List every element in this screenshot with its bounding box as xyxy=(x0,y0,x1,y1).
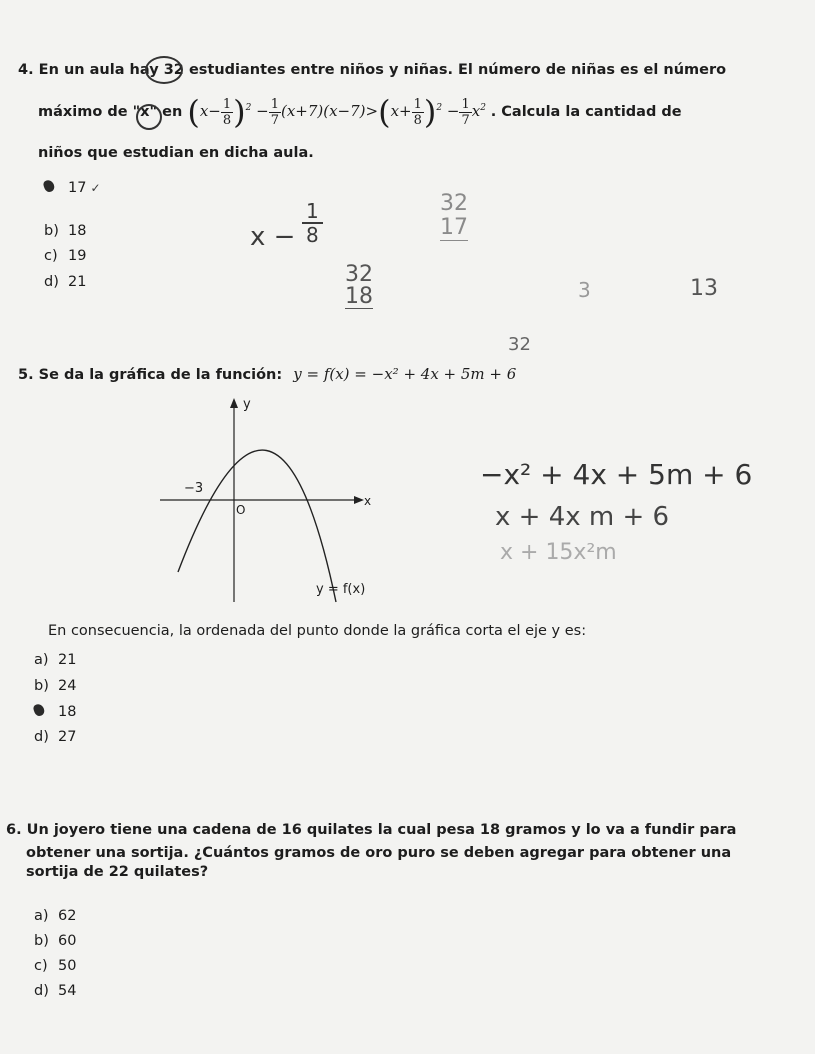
q5-option-a[interactable] xyxy=(34,651,76,669)
q6-option-b-value: 60 xyxy=(58,933,77,949)
graph-origin-label: O xyxy=(236,503,246,517)
q6-option-b[interactable] xyxy=(34,932,76,950)
q4-option-a-mark xyxy=(44,179,68,197)
q4-inequality: (x− $\frac{1}{8}$ )$^2$ − $\frac{1}{7}$ (x+7)(x−7)>(x+ $\frac{1}{8}$ )$^2$ − $\frac{1}{7}$ $x^2$ xyxy=(187,93,486,131)
q6-option-c-letter: c) xyxy=(34,958,48,974)
q5-option-a-letter: a) xyxy=(34,652,49,668)
q6-option-d[interactable] xyxy=(34,982,76,1000)
q5-option-c[interactable] xyxy=(34,703,76,721)
q4-line3: niños que estudian en dicha aula. xyxy=(38,145,314,161)
hand-poly1: −x² + 4x + 5m + 6 xyxy=(480,458,753,491)
graph-y-label: y xyxy=(243,397,251,412)
hand-one: 1 xyxy=(302,200,323,224)
graph-curve-label: y = f(x) xyxy=(316,582,366,597)
q5-option-c-value: 18 xyxy=(58,704,77,720)
circle-mark-x xyxy=(136,104,162,130)
hand-32-17 xyxy=(440,192,468,241)
q4-option-b[interactable] xyxy=(44,222,86,240)
q4-line2-pre: máximo de "x" en xyxy=(38,104,183,120)
hand-poly2: x + 4x m + 6 xyxy=(495,502,670,532)
circle-mark-32 xyxy=(145,56,183,84)
q5-option-d-value: 27 xyxy=(58,729,77,745)
q5-option-b-letter: b) xyxy=(34,678,49,694)
q5-option-c-mark xyxy=(34,703,58,721)
q6-option-b-letter: b) xyxy=(34,933,49,949)
q4-option-c-letter: c) xyxy=(44,248,58,264)
hand-x-minus: x − xyxy=(250,222,296,252)
hand-eight: 8 xyxy=(306,223,319,247)
q6-line2: obtener una sortija. ¿Cuántos gramos de oro puro se deben agregar para obtener una xyxy=(26,845,732,861)
q4-option-a-value: 17 xyxy=(68,180,87,196)
graph-minus3-label: −3 xyxy=(184,481,204,496)
y-axis-arrow-icon xyxy=(230,398,238,408)
hand-32c: 32 xyxy=(508,334,531,355)
q6-line3: sortija de 22 quilates? xyxy=(26,864,209,880)
hand-17: 17 xyxy=(440,215,468,240)
hand-32b: 32 xyxy=(345,262,373,287)
q6-option-c-value: 50 xyxy=(58,958,77,974)
q4-line1 xyxy=(18,60,798,80)
q4-number: 4. xyxy=(18,62,34,78)
q6-option-a[interactable] xyxy=(34,907,76,925)
q4-option-d[interactable] xyxy=(44,273,86,291)
filled-answer-mark-icon xyxy=(32,703,46,718)
x-axis-arrow-icon xyxy=(354,496,364,504)
hand-32-18 xyxy=(345,264,373,309)
q4-option-c-value: 19 xyxy=(68,248,87,264)
q6-number: 6. xyxy=(6,822,22,838)
q5-option-d-letter: d) xyxy=(34,729,49,745)
q4-line1-text: En un aula hay 32 estudiantes entre niños y niñas. El número de niñas es el número xyxy=(38,62,727,78)
q4-option-b-value: 18 xyxy=(68,223,87,239)
q5-option-b[interactable] xyxy=(34,677,76,695)
parabola-curve xyxy=(178,450,336,602)
q5-intro: Se da la gráfica de la función: xyxy=(38,367,283,383)
q4-option-b-letter: b) xyxy=(44,223,59,239)
q6-option-d-letter: d) xyxy=(34,983,49,999)
q5-graph xyxy=(150,392,390,604)
q6-line1-text: Un joyero tiene una cadena de 16 quilates la cual pesa 18 gramos y lo va a fundir para xyxy=(26,822,737,838)
q6-line1 xyxy=(6,820,806,840)
q4-option-c[interactable] xyxy=(44,247,86,265)
q6-option-c[interactable] xyxy=(34,957,76,975)
q4-line2-post: . Calcula la cantidad de xyxy=(490,104,682,120)
q5-option-d[interactable] xyxy=(34,728,76,746)
hand-fraction-eighth xyxy=(302,200,323,246)
filled-answer-mark-icon xyxy=(42,179,56,194)
check-mark-icon: ✓ xyxy=(90,181,101,195)
q5-heading xyxy=(18,364,516,385)
hand-18: 18 xyxy=(345,284,373,309)
q6-option-a-letter: a) xyxy=(34,908,49,924)
hand-32a: 32 xyxy=(440,191,468,216)
q4-option-d-value: 21 xyxy=(68,274,87,290)
q4-option-a[interactable] xyxy=(44,179,101,197)
graph-x-label: x xyxy=(364,494,372,508)
q6-option-d-value: 54 xyxy=(58,983,77,999)
q5-option-b-value: 24 xyxy=(58,678,77,694)
hand-13: 13 xyxy=(690,276,718,301)
q5-function: y = f(x) = −x² + 4x + 5m + 6 xyxy=(293,365,517,383)
hand-3: 3 xyxy=(578,278,591,302)
q5-question: En consecuencia, la ordenada del punto donde la gráfica corta el eje y es: xyxy=(48,623,587,639)
q5-option-a-value: 21 xyxy=(58,652,77,668)
q4-option-d-letter: d) xyxy=(44,274,59,290)
q5-number: 5. xyxy=(18,367,34,383)
hand-poly3: x + 15x²m xyxy=(500,540,617,565)
q6-option-a-value: 62 xyxy=(58,908,77,924)
